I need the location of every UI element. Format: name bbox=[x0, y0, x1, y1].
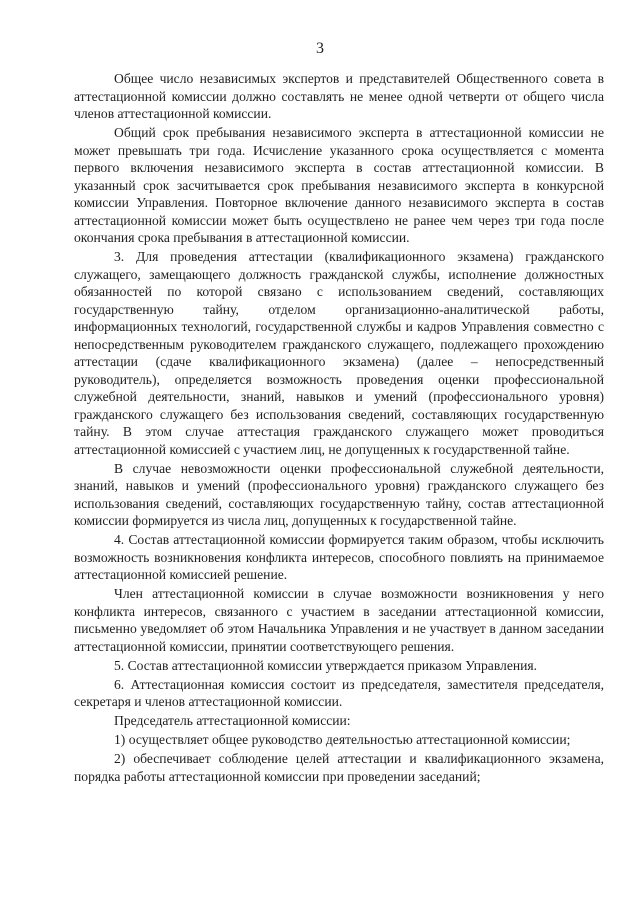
paragraph: 4. Состав аттестационной комиссии формируется таким образом, чтобы исключить возможность возникновения конфликта интересов, способного повлиять на принимаемое аттестационной комиссией решение. bbox=[74, 532, 604, 582]
document-body bbox=[74, 70, 604, 787]
paragraph: Общий срок пребывания независимого эксперта в аттестационной комиссии не может превышать три года. Исчисление указанного срока осуществляется с момента первого включения независимого эксперта в состав аттестационной комиссии. В указанный срок засчитывается срок пребывания независимого эксперта в конкурсной комиссии Управления. Повторное включение данного независимого эксперта в состав аттестационной комиссии может быть осуществлено не ранее чем через три года после окончания срока пребывания в аттестационной комиссии. bbox=[74, 125, 604, 245]
paragraph: 1) осуществляет общее руководство деятельностью аттестационной комиссии; bbox=[114, 732, 571, 747]
paragraph: 6. Аттестационная комиссия состоит из председателя, заместителя председателя, секретаря и членов аттестационной комиссии. bbox=[74, 676, 604, 709]
paragraph: 5. Состав аттестационной комиссии утверждается приказом Управления. bbox=[114, 657, 538, 673]
paragraph: Член аттестационной комиссии в случае возможности возникновения у него конфликта интересов, связанного с участием в заседании аттестационной комиссии, письменно уведомляет об этом Начальника Управления и не участвует в данном заседании аттестационной комиссии, принятии соответствующего решения. bbox=[74, 586, 604, 654]
paragraph: Общее число независимых экспертов и представителей Общественного совета в аттестационной комиссии должно составлять не менее одной четверти от общего числа членов аттестационной комиссии. bbox=[74, 71, 604, 121]
paragraph: 2) обеспечивает соблюдение целей аттестации и квалификационного экзамена, порядка работы аттестационной комиссии при проведении заседаний; bbox=[74, 751, 604, 784]
paragraph: В случае невозможности оценки профессиональной служебной деятельности, знаний, навыков и умений (профессионального уровня) гражданского служащего без использования сведений, составляющих государственную тайну, состав аттестационной комиссии формируется из числа лиц, допущенных к государственной тайне. bbox=[74, 460, 604, 528]
paragraph: Председатель аттестационной комиссии: bbox=[114, 713, 351, 728]
page-number: 3 bbox=[316, 40, 324, 57]
paragraph: 3. Для проведения аттестации (квалификационного экзамена) гражданского служащего, замещающего должность гражданской службы, исполнение должностных обязанностей по которой связано с использованием сведений, составляющих государственную тайну, отделом организационно-аналитической работы, информационных технологий, государственной службы и кадров Управления совместно с непосредственным руководителем гражданского служащего, подлежащего прохождению аттестации (сдаче квалификационного экзамена) (далее – непосредственный руководитель), определяется возможность проведения оценки профессиональной служебной деятельности, знаний, навыков и умений (профессионального уровня) гражданского служащего без использования сведений, составляющих государственную тайну. В этом случае аттестация гражданского служащего может проводиться аттестационной комиссией с участием лиц, не допущенных к государственной тайне. bbox=[74, 249, 604, 457]
